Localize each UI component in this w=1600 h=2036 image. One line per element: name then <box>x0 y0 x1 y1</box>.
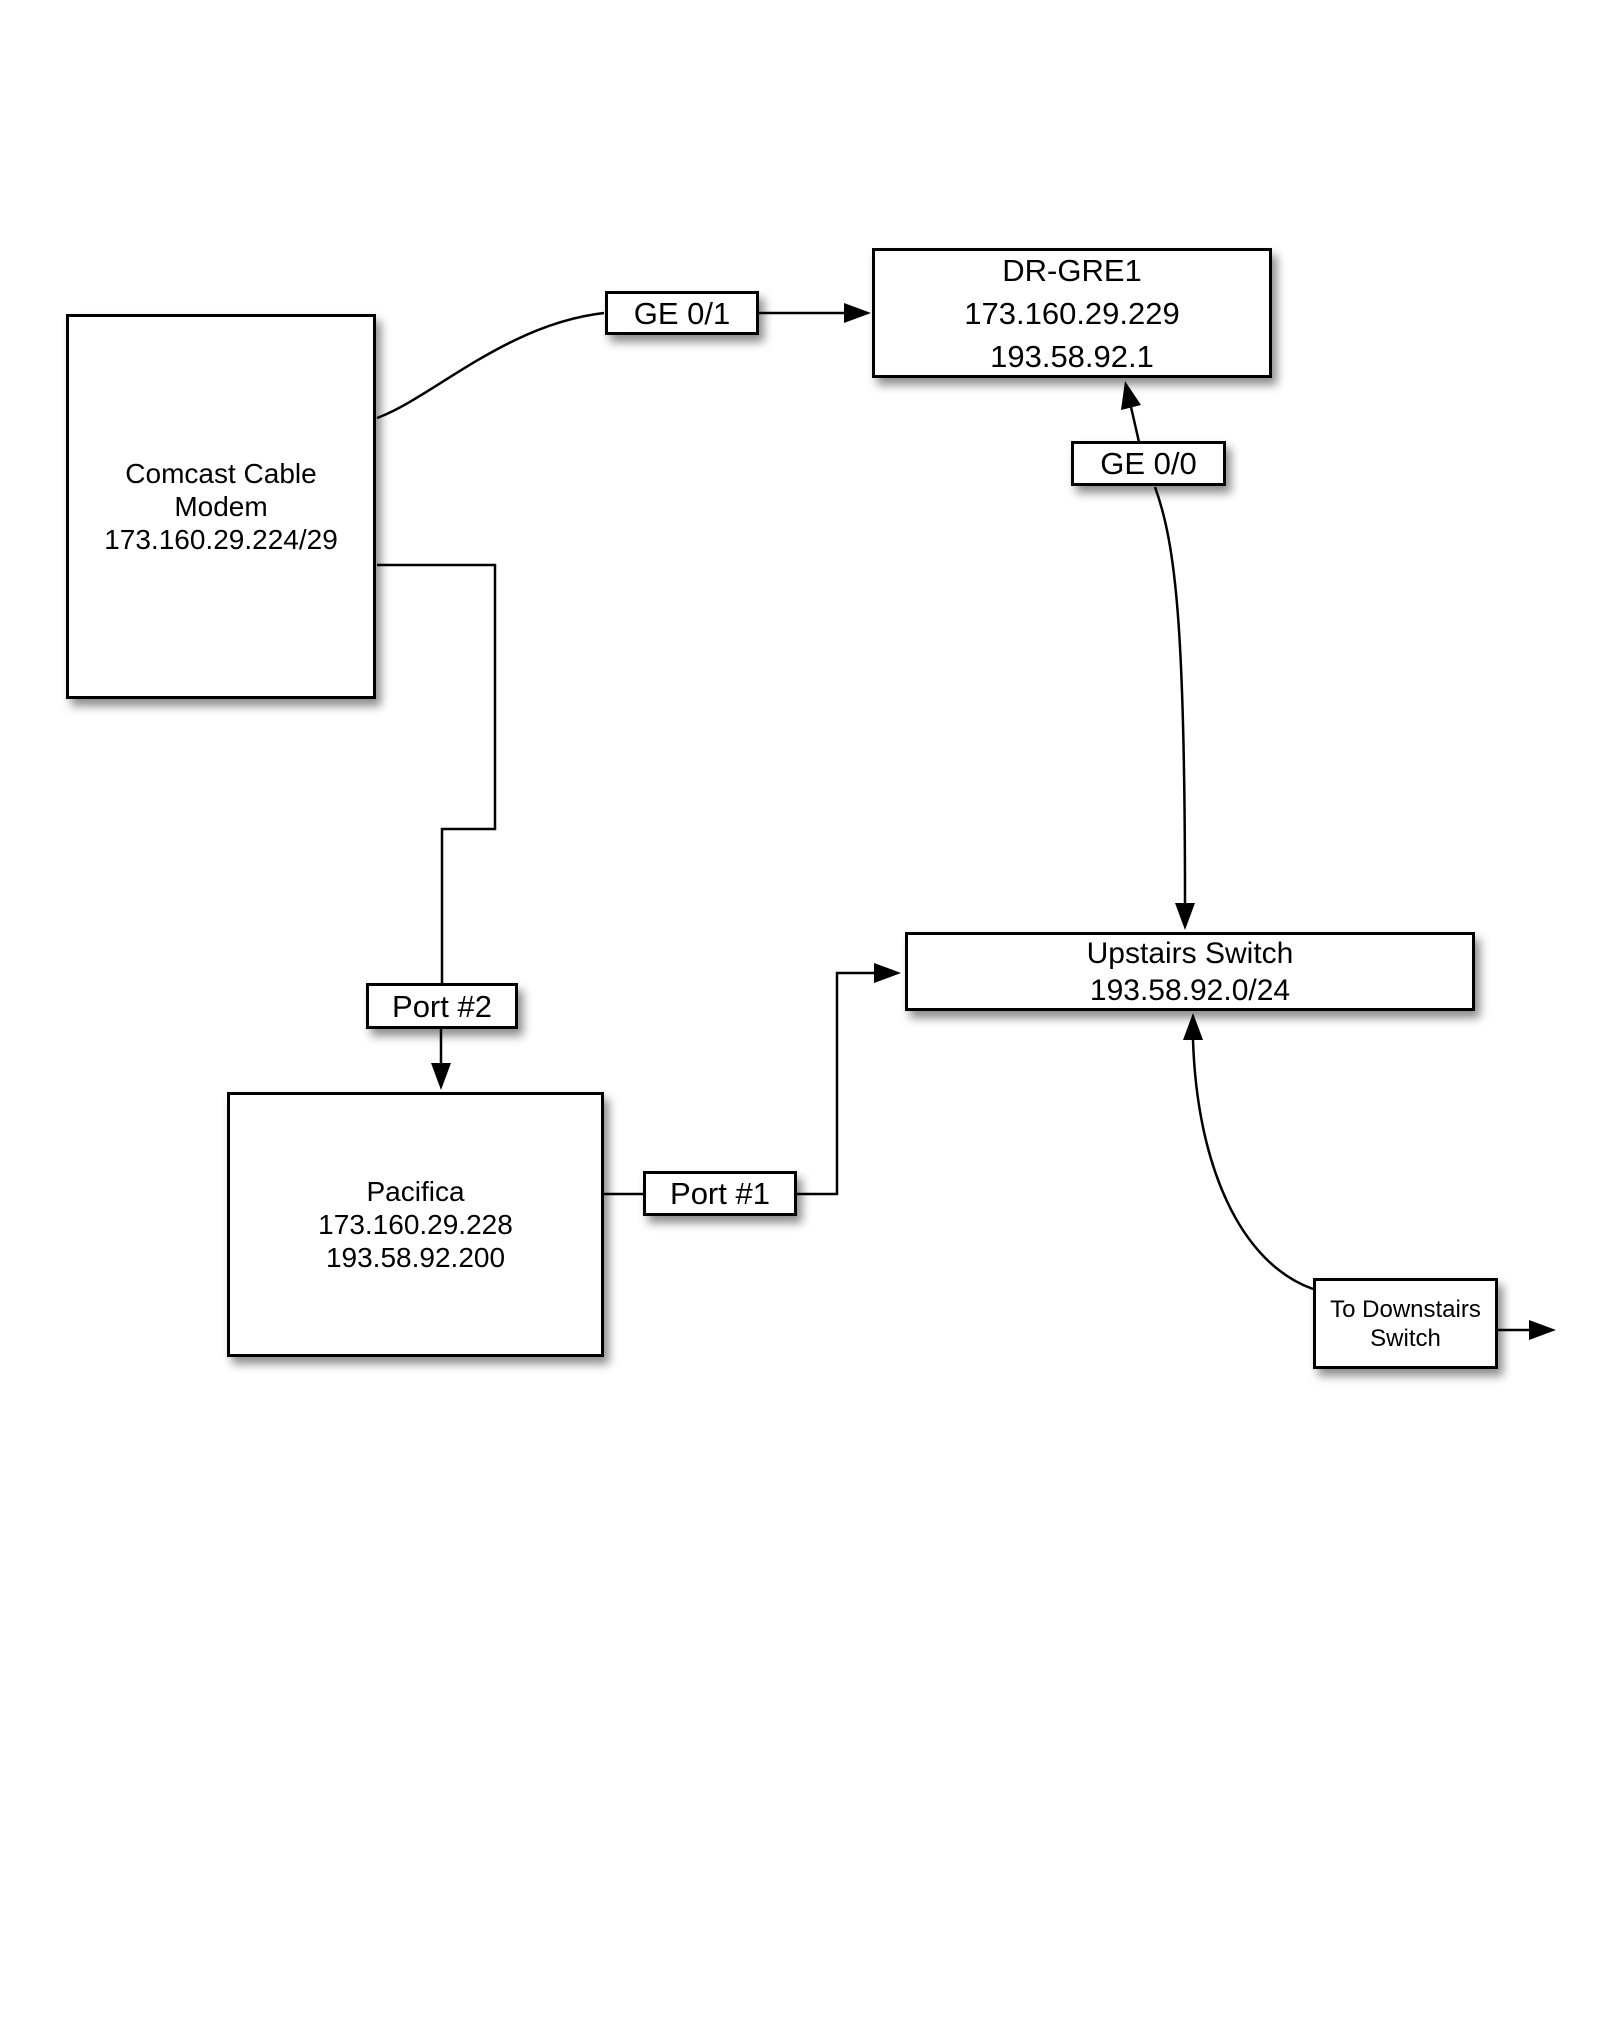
label-ge-0-1: GE 0/1 <box>605 291 759 335</box>
arrowhead-into-pacifica-top <box>431 1063 451 1090</box>
node-text-line: Switch <box>1370 1324 1441 1352</box>
node-text-line: Comcast Cable <box>125 458 317 489</box>
node-text-line: 173.160.29.229 <box>964 295 1180 331</box>
node-text-line: 173.160.29.228 <box>318 1209 513 1240</box>
node-text-line: 173.160.29.224/29 <box>104 524 338 555</box>
label-port-1: Port #1 <box>643 1171 797 1216</box>
label-ge-0-0: GE 0/0 <box>1071 441 1226 486</box>
arrowhead-into-drgre1-left <box>844 303 871 323</box>
node-dr-gre1 <box>872 248 1272 378</box>
node-text-line: Modem <box>174 491 268 522</box>
node-pacifica <box>227 1092 604 1357</box>
arrowhead-offpage-right <box>1529 1320 1556 1340</box>
connector-downstairs-to-upstairs <box>1193 1040 1313 1289</box>
arrowhead-into-drgre1-bottom <box>1121 381 1141 410</box>
node-to-downstairs-switch <box>1313 1278 1498 1369</box>
arrowhead-into-upstairs-bottom <box>1183 1013 1203 1040</box>
arrowhead-into-upstairs-top <box>1175 903 1195 930</box>
connector-comcast-to-port2 <box>377 565 495 983</box>
connector-comcast-to-ge01 <box>377 313 604 418</box>
connector-port1-to-upstairs <box>797 973 874 1194</box>
node-text-line: To Downstairs <box>1330 1295 1481 1323</box>
node-text-line: 193.58.92.200 <box>325 1242 506 1273</box>
connector-ge00-to-upstairs <box>1155 487 1185 903</box>
node-upstairs-switch <box>905 932 1475 1011</box>
connector-ge00-to-drgre1 <box>1131 407 1139 442</box>
node-text-line: Upstairs Switch <box>1086 936 1294 970</box>
node-text-line: DR-GRE1 <box>1002 252 1142 288</box>
arrowhead-into-upstairs-left <box>874 963 901 983</box>
node-text-line: Pacifica <box>366 1176 465 1207</box>
label-port-2: Port #2 <box>366 983 518 1029</box>
node-comcast-cable-modem <box>66 314 376 699</box>
node-text-line: 193.58.92.1 <box>990 338 1154 374</box>
node-text-line: 193.58.92.0/24 <box>1089 973 1291 1007</box>
